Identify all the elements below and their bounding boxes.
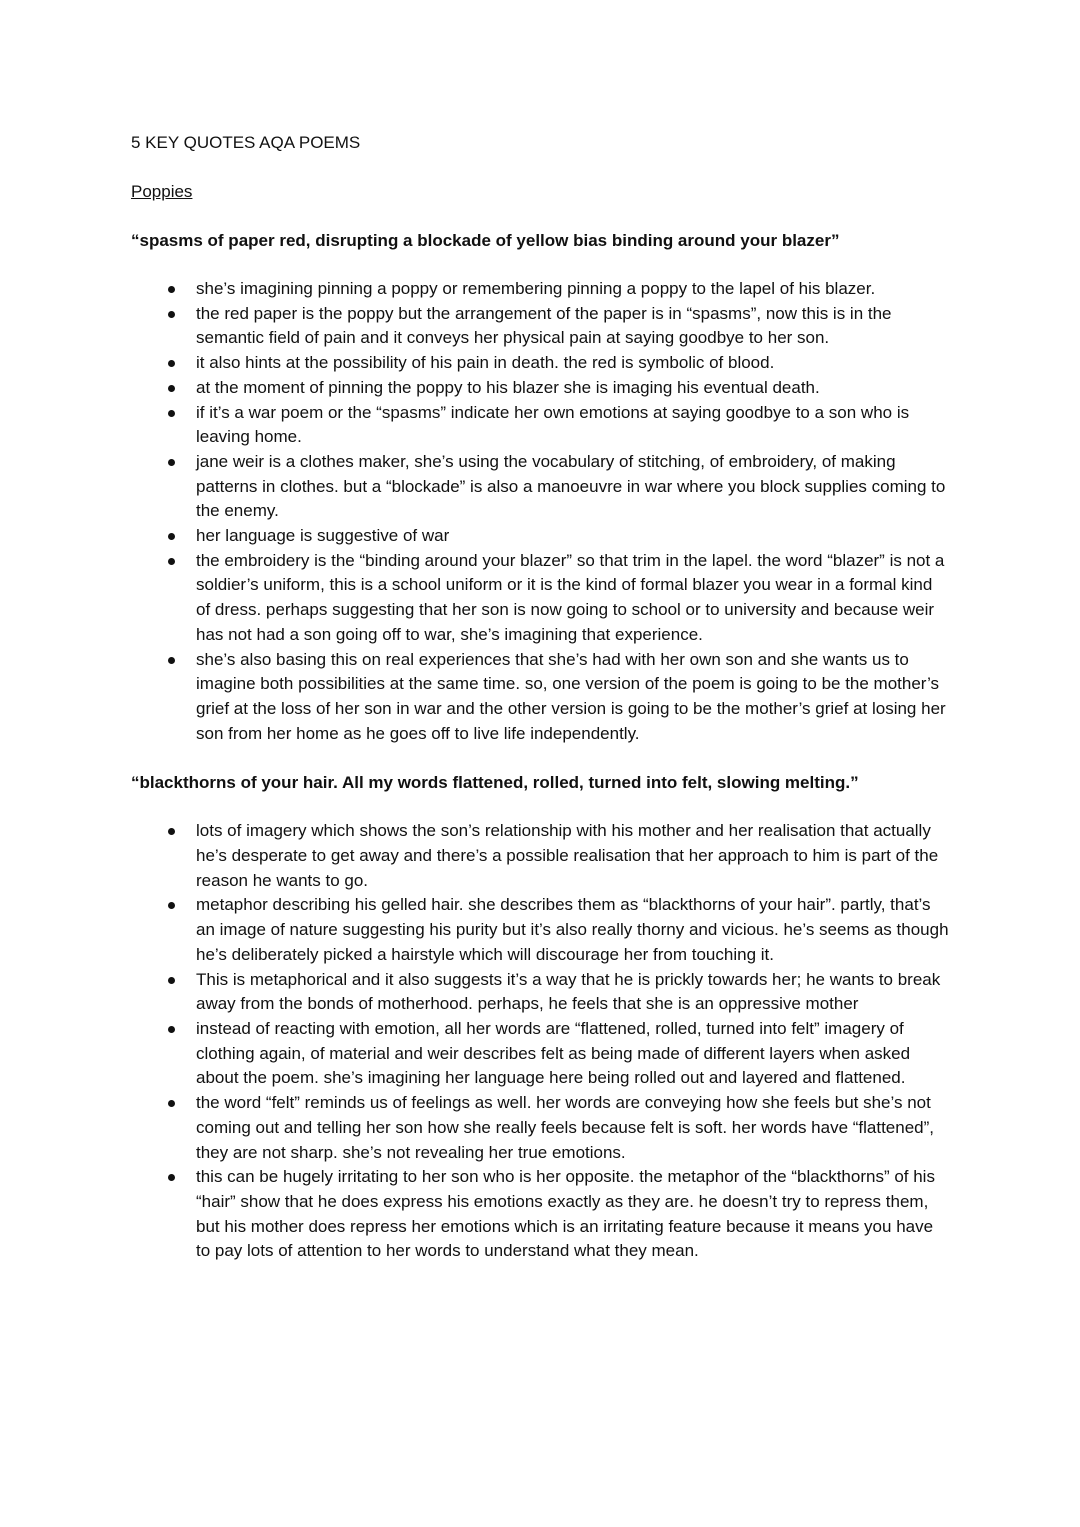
analysis-bullet bbox=[131, 302, 951, 351]
analysis-text: she’s imagining pinning a poppy or remembering pinning a poppy to the lapel of his blazer. bbox=[196, 279, 876, 298]
analysis-text: at the moment of pinning the poppy to his blazer she is imaging his eventual death. bbox=[196, 377, 820, 397]
analysis-text: This is metaphorical and it also suggests it’s a way that he is prickly towards her; he wants to break away from the bonds of motherhood. perhaps, he feels that she is an oppressive mother bbox=[196, 969, 941, 1014]
analysis-text: if it’s a war poem or the “spasms” indicate her own emotions at saying goodbye to a son who is leaving home. bbox=[196, 402, 910, 447]
key-quote: “blackthorns of your hair. All my words flattened, rolled, turned into felt, slowing melting.” bbox=[131, 773, 859, 793]
analysis-bullet bbox=[131, 1165, 951, 1264]
bullet-dot-icon bbox=[168, 410, 175, 417]
bullet-dot-icon bbox=[168, 360, 175, 367]
analysis-text: the embroidery is the “binding around your blazer” so that trim in the lapel. the word “blazer” is not a soldier’s uniform, this is a school uniform or it is the kind of formal blazer you wear in a formal kind of dress. perhaps suggesting that her son is now going to school or to university and because weir has not had a son going off to war, she’s imagining that experience. bbox=[196, 550, 945, 644]
bullet-dot-icon bbox=[168, 1026, 175, 1033]
bullet-dot-icon bbox=[168, 1174, 175, 1181]
document-title: 5 KEY QUOTES AQA POEMS bbox=[131, 133, 361, 152]
analysis-text: the word “felt” reminds us of feelings as well. her words are conveying how she feels but she’s not coming out and telling her son how she really feels because felt is soft. her words have “flattened”, they are not sharp. she’s not revealing her true emotions. bbox=[196, 1093, 935, 1162]
analysis-bullet bbox=[131, 1091, 951, 1165]
bullet-dot-icon bbox=[168, 828, 175, 835]
analysis-text: jane weir is a clothes maker, she’s using the vocabulary of stitching, of embroidery, of making patterns in clothes. but a “blockade” is also a manoeuvre in war where you block supplies coming to the enemy. bbox=[196, 451, 946, 521]
analysis-bullet bbox=[131, 376, 951, 401]
bullet-dot-icon bbox=[168, 459, 175, 466]
bullet-dot-icon bbox=[168, 558, 175, 565]
analysis-list bbox=[131, 277, 951, 746]
analysis-text: metaphor describing his gelled hair. she describes them as “blackthorns of your hair”. partly, that’s an image of nature suggesting his purity but it’s also really thorny and vicious. he’s seems as though he’s deliberately picked a hairstyle which will discourage her from touching it. bbox=[196, 895, 949, 964]
bullet-dot-icon bbox=[168, 1100, 175, 1107]
analysis-bullet bbox=[131, 450, 951, 524]
analysis-bullet bbox=[131, 968, 951, 1017]
analysis-bullet bbox=[131, 401, 951, 450]
bullet-dot-icon bbox=[168, 286, 175, 293]
analysis-text: she’s also basing this on real experiences that she’s had with her own son and she wants us to imagine both possibilities at the same time. so, one version of the poem is going to be the mother’s grief at the loss of her son in war and the other version is going to be the mother’s grief at losing her son from her home as he goes off to live life independently. bbox=[196, 649, 946, 743]
analysis-bullet bbox=[131, 893, 951, 967]
document-page bbox=[131, 130, 951, 1288]
analysis-text: the red paper is the poppy but the arrangement of the paper is in “spasms”, now this is in the semantic field of pain and it conveys her physical pain at saying goodbye to her son. bbox=[196, 303, 892, 348]
analysis-text: it also hints at the possibility of his pain in death. the red is symbolic of blood. bbox=[196, 353, 775, 373]
analysis-bullet bbox=[131, 524, 951, 549]
analysis-text: this can be hugely irritating to her son who is her opposite. the metaphor of the “blackthorns” of his “hair” show that he does express his emotions exactly as they are. he doesn’t try to repress them, but his mother does repress her emotions which is an irritating feature because it means you have to pay lots of attention to her words to understand what they mean. bbox=[196, 1167, 935, 1261]
bullet-dot-icon bbox=[168, 977, 175, 984]
analysis-text: lots of imagery which shows the son’s relationship with his mother and her realisation that actually he’s desperate to get away and there’s a possible realisation that her approach to him is part of the reason he wants to go. bbox=[196, 821, 939, 890]
document-sections bbox=[131, 179, 951, 1264]
analysis-bullet bbox=[131, 351, 951, 376]
analysis-bullet bbox=[131, 277, 951, 302]
bullet-dot-icon bbox=[168, 902, 175, 909]
bullet-dot-icon bbox=[168, 657, 175, 664]
analysis-bullet bbox=[131, 819, 951, 893]
analysis-text: her language is suggestive of war bbox=[196, 526, 450, 546]
analysis-list bbox=[131, 819, 951, 1264]
analysis-bullet bbox=[131, 648, 951, 747]
analysis-text: instead of reacting with emotion, all her words are “flattened, rolled, turned into felt” imagery of clothing again, of material and weir describes felt as being made of different layers when asked about the poem. she’s imagining her language here being rolled out and layered and flattened. bbox=[196, 1018, 911, 1088]
key-quote: “spasms of paper red, disrupting a blockade of yellow bias binding around your blazer” bbox=[131, 231, 840, 250]
analysis-bullet bbox=[131, 549, 951, 648]
analysis-bullet bbox=[131, 1017, 951, 1091]
bullet-dot-icon bbox=[168, 533, 175, 540]
bullet-dot-icon bbox=[168, 311, 175, 318]
section-heading: Poppies bbox=[131, 182, 193, 201]
bullet-dot-icon bbox=[168, 385, 175, 392]
